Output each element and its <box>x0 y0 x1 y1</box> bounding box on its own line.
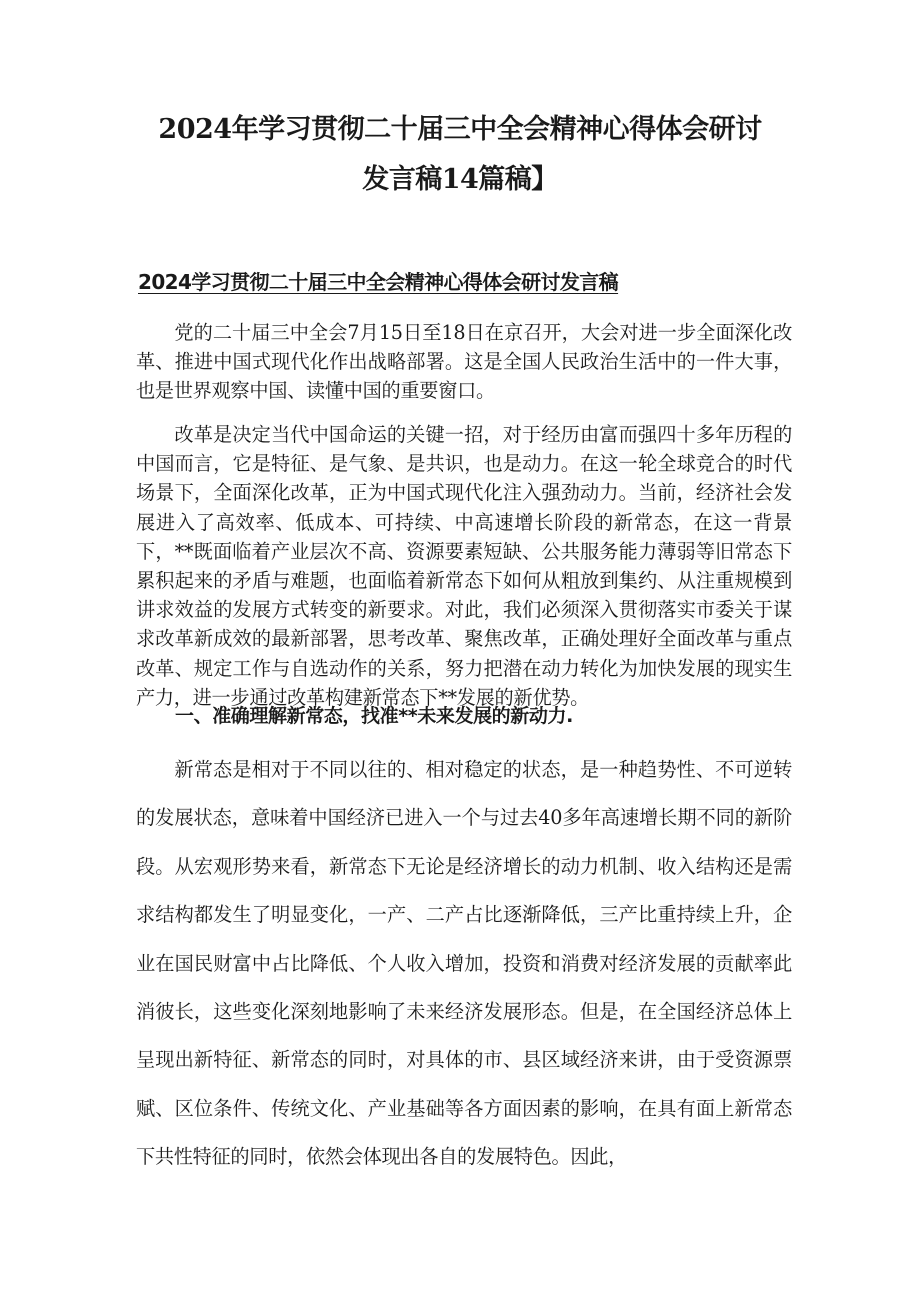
paragraph-intro: 党的二十届三中全会7月15日至18日在京召开，大会对进一步全面深化改革、推进中国式现代化作出战略部署。这是全国人民政治生活中的一件大事，也是世界观察中国、读懂中国的重要窗口。 <box>136 321 792 403</box>
article-subtitle: 2024学习贯彻二十届三中全会精神心得体会研讨发言稿 <box>138 270 619 294</box>
document-title-line-2: 发言稿14篇稿】 <box>362 164 558 195</box>
paragraph-new-normal: 新常态是相对于不同以往的、相对稳定的状态，是一种趋势性、不可逆转的发展状态，意味着中国经济已进入一个与过去40多年高速增长期不同的新阶段。从宏观形势来看，新常态下无论是经济增长的动力机制、收入结构还是需求结构都发生了明显变化，一产、二产占比逐渐降低，三产比重持续上升，企业在国民财富中占比降低、个人收入增加，投资和消费对经济发展的贡献率此消彼长，这些变化深刻地影响了未来经济发展形态。但是，在全国经济总体上呈现出新特征、新常态的同时，对具体的市、县区域经济来讲，由于受资源票赋、区位条件、传统文化、产业基础等各方面因素的影响，在具有面上新常态下共性特征的同时，依然会体现出各自的发展特色。因此， <box>136 758 792 1169</box>
paragraph-reform: 改革是决定当代中国命运的关键一招，对于经历由富而强四十多年历程的中国而言，它是特征、是气象、是共识，也是动力。在这一轮全球竞合的时代场景下，全面深化改革，正为中国式现代化注入强劲动力。当前，经济社会发展进入了高效率、低成本、可持续、中高速增长阶段的新常态，在这一背景下，**既面临着产业层次不高、资源要素短缺、公共服务能力薄弱等旧常态下累积起来的矛盾与难题，也面临着新常态下如何从粗放到集约、从注重规模到讲求效益的发展方式转变的新要求。对此，我们必须深入贯彻落实市委关于谋求改革新成效的最新部署，思考改革、聚焦改革，正确处理好全面改革与重点改革、规定工作与自选动作的关系，努力把潜在动力转化为加快发展的现实生产力，进一步通过改革构建新常态下**发展的新优势。 <box>136 423 792 709</box>
section-heading-one: 一、准确理解新常态，找准**未来发展的新动力. <box>175 705 573 727</box>
document-title-line-1: 2024年学习贯彻二十届三中全会精神心得体会研讨 <box>158 114 762 145</box>
